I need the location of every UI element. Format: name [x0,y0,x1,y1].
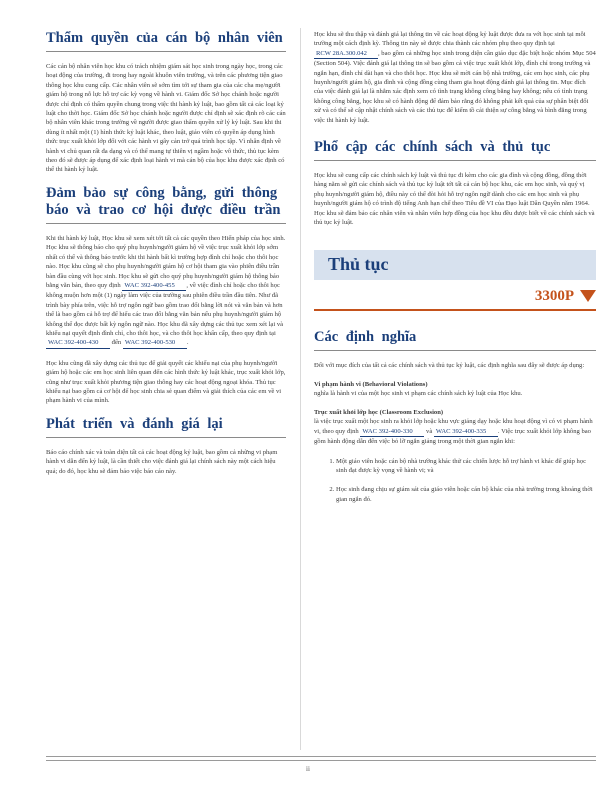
procedure-label: Thủ tục [328,254,389,274]
procedure-code: 3300P [534,287,574,304]
authority-paragraph: Các cán bộ nhân viên học khu có trách nhiệm giám sát học sinh trong ngày học, trong các hoạt động của trường, đi trong hay ngoài khuôn viên trường, và trên các phương tiện giao thông học khu cung cấp. Các nhân viên sẽ sớm tìm tới sự tham gia của các cha mẹ/người giám hộ trong nỗ lực hỗ trợ các kỳ vọng về hành vi. Giám đốc Sở học chánh hoặc người được chỉ định có thẩm quyền chung trong việc thi hành kỷ luật, bao gồm tất cả các loại kỷ luật cho thời học. Giám đốc Sở học chánh hoặc người được chỉ định sẽ xác định rõ các cán bộ nhân viên khác trong trường về người được giao thẩm quyền xử lý kỷ luật. Sau khi thi dùng ít nhất một (1) hình thức kỷ luật khác, theo luật, giáo viên có quyền áp dụng hình thức trục xuất khỏi lớp đối với các hành vi gây cản trở quá trình học tập. Vì nhân định về hành vi chủ quan rất đa dạng và có thể mang tự thiên vị ngầm hoặc vô thức, thủ tục kèm theo đó sẽ được áp dụng để xác định loại hành vi mà cán bộ của học khu được xác định có thể thi hành kỷ luật. [46,63,286,174]
procedure-code-row [314,288,596,305]
exclusion-exceptions-list [314,457,596,505]
section-title-fairness: Đảm bảo sự công bằng, gửi thông báo và trao cơ hội được điều trần [46,184,281,218]
title-rule [314,350,596,351]
wac-reference-link[interactable]: WAC 392-400-455 [122,281,186,291]
term-classroom-exclusion: Trục xuất khỏi lớp học (Classroom Exclusion) [314,409,444,417]
data-review-paragraph: Học khu sẽ thu thập và đánh giá lại thông tin về các hoạt động kỷ luật được đưa ra với học sinh tại mỗi trường một cách định kỳ. Thông tin này sẽ được chia thành các nhóm phụ theo quy định tại RCW 28A.300.042 , bao gồm cả những học sinh trong diện cần giáo dục đặc biệt hoặc nhóm Mục 504 (Section 504). Việc đánh giá lại thông tin sẽ bao gồm cả việc trục xuất khỏi lớp, đình chỉ trong trường và ngắn hạn, đình chỉ dài hạn và cho thôi học. Học khu sẽ mời cán bộ nhà trường, các em học sinh, các phụ huynh/người giám hộ, gia đình và cộng đồng cùng tham gia hoạt động đánh giá lại thông tin. Mục đích của việc đánh giá lại là nhằm xác định xem có tình trạng không công bằng hay không; nếu có tình trạng không công bằng, học khu sẽ có hành động để đảm bảo rằng đó không phải kết quả của sự phân biệt đối xử và có thể sẽ cập nhật chính sách và các thủ tục để kiểm tồ cải thiện sự công bằng và bình đẳng trong việc thi hành kỷ luật. [314,31,596,124]
section-title-authority: Thẩm quyền của cán bộ nhân viên [46,30,283,46]
definition-classroom-exclusion: là việc trục xuất một học sinh ra khỏi lớp hoặc khu vực giảng dạy hoặc khu hoạt động vì có vi phạm hành vi, theo quy định WAC 392-400-330 và WAC 392-400-335 . Việc trục xuất khỏi lớp không bao gồm hành động dẫn đến việc bỏ lỡ ngắn giảng trong một thời gian ngắn khi: [314,418,593,446]
section-title-review: Phát triển và đánh giá lại [46,415,223,432]
term-behavioral-violations: Vi phạm hành vi (Behavioral Violations) [314,380,428,388]
procedure-rule [314,309,596,311]
title-rule [314,160,596,161]
procedure-banner [314,250,596,280]
section-title-dissemination: Phổ cập các chính sách và thủ tục [314,139,551,156]
wac-reference-link[interactable]: WAC 392-400-530 [123,338,187,348]
fairness-paragraph-2: Học khu cũng đã xây dựng các thủ tục để giải quyết các khiếu nại của phụ huynh/người giám hộ hoặc các em học sinh liên quan đến các hình thức kỷ luật khác, trục xuất khỏi lớp, cũng như trục xuất khỏi phương tiện giao thông hay các hoạt động ngoại khóa. Thủ tục khiếu nại bao gồm cả cơ hội để học sinh chia sẻ quan điểm và giải thích của các em về vi phạm hành vi của mình. [46,359,286,405]
wac-reference-link[interactable]: WAC 392-400-335 [434,427,498,437]
definition-behavioral-violations: nghĩa là hành vi của một học sinh vi phạm các chính sách kỷ luật của Học khu. [314,389,523,397]
wac-reference-link[interactable]: WAC 392-400-430 [46,338,110,348]
definitions-intro: Đối với mục đích của tất cả các chính sách và thủ tục kỷ luật, các định nghĩa sau đây sẽ được áp dụng: [314,361,585,369]
list-item: 1. Một giáo viên hoặc cán bộ nhà trường khác thử các chiến lược hỗ trợ hành vi khác để giúp học sinh đạt được kỳ vọng về hành vi; và [336,457,596,476]
dissemination-paragraph: Học khu sẽ cung cấp các chính sách kỷ luật và thủ tục đi kèm cho các gia đình và cộng đồng, đồng thời hàng năm sẽ gửi các chính sách và thủ tục kỷ luật tới tất cả cán bộ học khu, các em học sinh, và quý vị phụ huynh/người giám hộ, điều này có thể đòi hỏi hỗ trợ ngôn ngữ dành cho các em học sinh và phụ huynh/người giám hộ có trình độ tiếng Anh hạn chế theo Tiêu đề VI của Đạo luật Dân Quyền năm 1964. Học khu sẽ đảm bảo các nhân viên và nhân viên hợp đồng của học khu đều được biết về các chính sách và thủ tục kỷ luật. [314,172,595,227]
page-number: ii [306,765,310,773]
list-item: 2. Học sinh đang chịu sự giám sát của giáo viên hoặc cán bộ khác của nhà trường trong khoảng thời gian ngắn đó. [336,485,596,504]
wac-reference-link[interactable]: WAC 392-400-330 [360,427,424,437]
footer-rules [46,756,596,761]
section-title-definitions: Các định nghĩa [314,328,417,345]
title-rule [46,51,286,52]
right-column [314,30,596,514]
left-column [46,30,286,486]
triangle-down-icon [580,290,596,302]
title-rule [46,437,286,438]
review-paragraph: Báo cáo chính xác và toàn diện tất cả các hoạt động kỷ luật, bao gồm cả những vi phạm hành vi dẫn đến kỷ luật, là cần thiết cho việc đánh giá lại chính sách này một cách hiệu quả; do đó, học khu sẽ đảm bảo việc báo cáo này. [46,448,278,475]
fairness-paragraph-1: Khi thi hành kỷ luật, Học khu sẽ xem xét tới tất cả các quyền theo Hiến pháp của học sinh. Học khu sẽ thông báo cho quý phụ huynh/người giám hộ về việc trục xuất khỏi lớp sớm nhất có thể và thông báo trước khi thi hành bất kì trường hợp đình chỉ hoặc cho thôi học nào. Học khu cũng sẽ cho phụ huynh/người giám hộ cơ hội tham gia vào phiên điều trần bàn đầu cùng với học sinh. Học khu sẽ gửi cho quý phụ huynh/người giám hộ thông báo bằng văn bản, theo quy định WAC 392-400-455 , về việc đình chỉ hoặc cho thôi học không muộn hơn một (1) ngày làm việc của trường sau phiên điều trần đầu tiên. Như đã trình bày phía trên, việc hỗ trợ ngôn ngữ bao gồm trao đổi bằng lời nói và văn bản và hơn thế là bao gồm cả hỗ trợ để hiểu các trao đổi bằng văn bản nếu phụ huynh/người giám hộ không thể đọc được bất kỳ ngôn ngữ nào. Học khu đã xây dựng các thủ tục xem xét lại và khiếu nại quyết định đình chỉ, cho thôi học, và cho thôi học khẩn cấp, theo quy định tại WAC 392-400-430 đến WAC 392-400-530 . [46,234,286,349]
title-rule [46,223,286,224]
column-divider [300,28,301,750]
rcw-reference-link[interactable]: RCW 28A.300.042 [314,49,378,59]
